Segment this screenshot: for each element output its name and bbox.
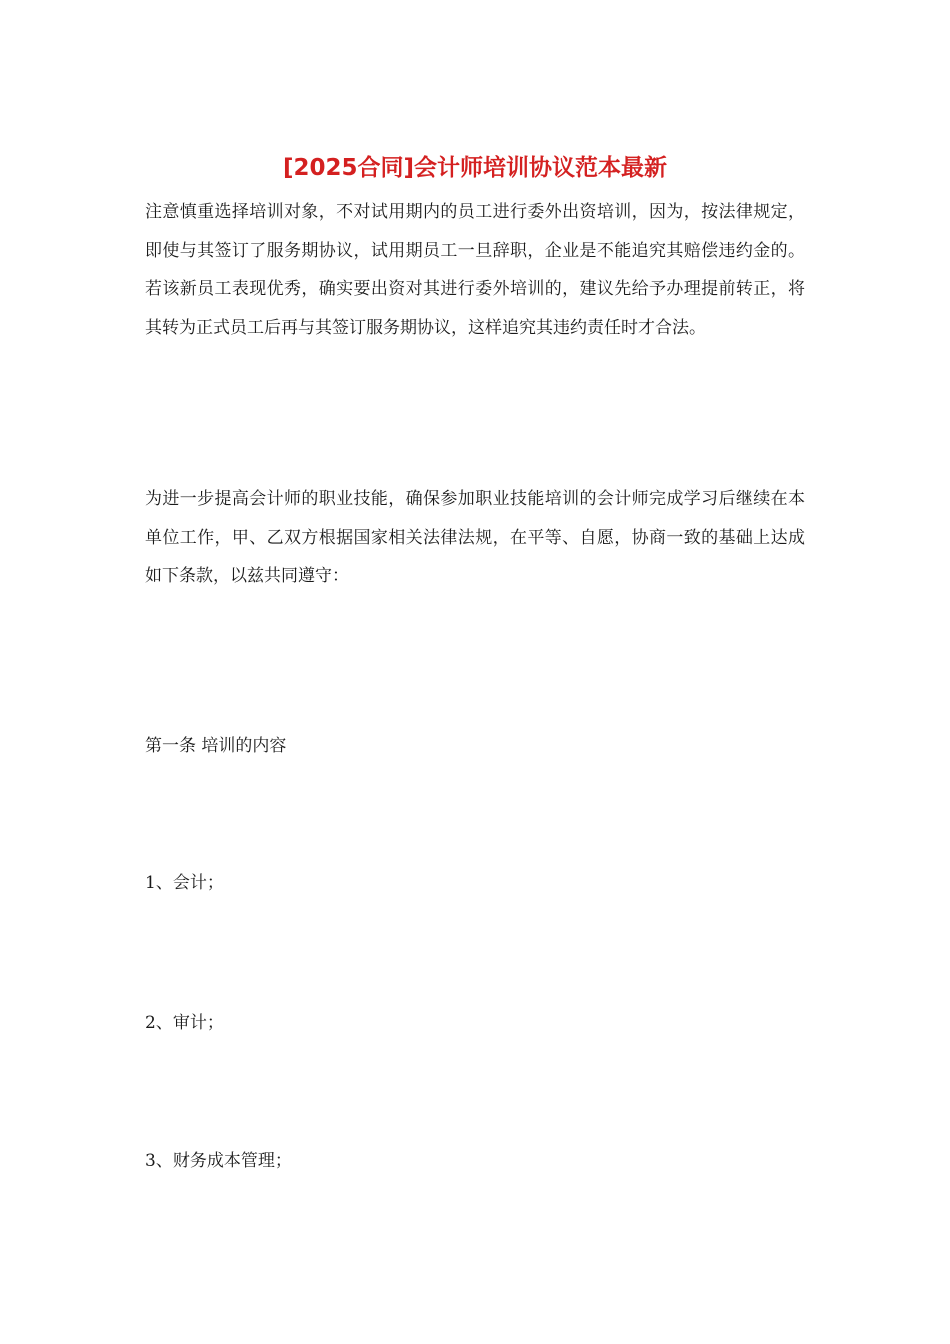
agreement-preamble-paragraph: 为进一步提高会计师的职业技能，确保参加职业技能培训的会计师完成学习后继续在本单位工作，甲、乙双方根据国家相关法律法规，在平等、自愿，协商一致的基础上达成如下条款，以兹共同遵守： — [145, 489, 805, 586]
document-title: [2025合同]会计师培训协议范本最新 — [282, 155, 668, 181]
article-heading: 第一条 培训的内容 — [145, 736, 287, 756]
list-item: 1、会计； — [145, 873, 224, 893]
list-item: 3、财务成本管理； — [145, 1151, 292, 1171]
list-item: 2、审计； — [145, 1013, 224, 1033]
intro-paragraph: 注意慎重选择培训对象，不对试用期内的员工进行委外出资培训，因为，按法律规定，即使与其签订了服务期协议，试用期员工一旦辞职，企业是不能追究其赔偿违约金的。若该新员工表现优秀，确实要出资对其进行委外培训的，建议先给予办理提前转正，将其转为正式员工后再与其签订服务期协议，这样追究其违约责任时才合法。 — [145, 202, 805, 338]
